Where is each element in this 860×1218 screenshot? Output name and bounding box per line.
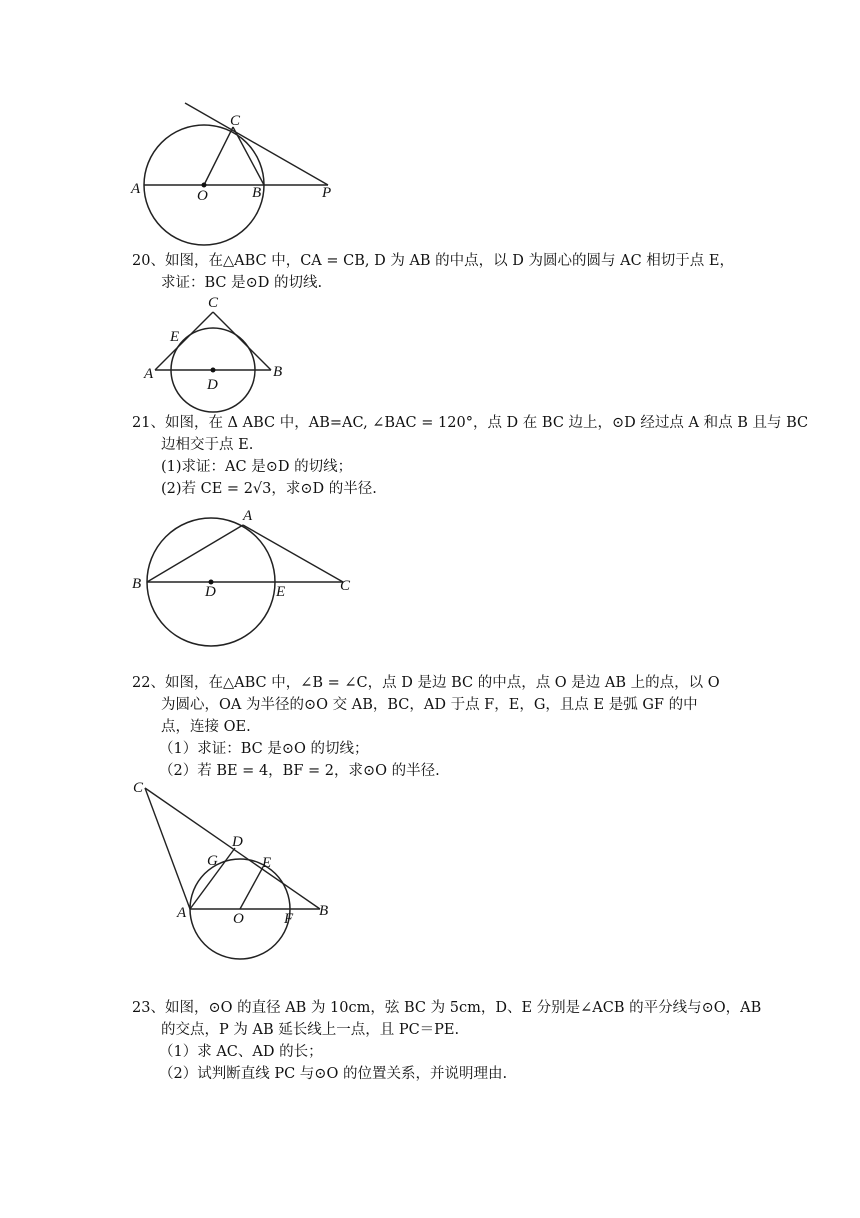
segment-ba [147,525,243,582]
label-a: A [131,181,141,197]
segment-cb [233,127,264,185]
label-a: A [177,905,187,921]
problem-21 [132,412,809,500]
figure-22-svg [125,775,345,960]
label-b: B [132,576,142,592]
problem-23-line-1: 23、如图，⊙O 的直径 AB 为 10cm，弦 BC 为 5cm，D、E 分别是∠ACB 的平分线与⊙O，AB [132,1000,762,1016]
figure-22 [125,775,345,960]
figure-21 [125,500,365,650]
label-e: E [262,855,272,871]
label-c: C [133,780,144,796]
problem-22 [132,672,732,782]
label-o: O [197,188,208,204]
problem-20-line-2: 求证：BC 是⊙D 的切线. [161,275,323,291]
tangent-line [185,103,328,185]
problem-23-line-4: （2）试判断直线 PC 与⊙O 的位置关系，并说明理由. [159,1066,508,1082]
problem-23-line-3: （1）求 AC、AD 的长； [159,1044,323,1060]
label-c: C [230,113,241,129]
label-a: A [144,366,154,382]
problem-22-line-1: 22、如图，在△ABC 中，∠B = ∠C，点 D 是边 BC 的中点，点 O 是边 AB 上的点，以 O [132,675,720,691]
side-ca [145,788,190,909]
figure-19-svg [120,95,350,255]
label-b: B [273,364,283,380]
problem-20 [132,250,735,294]
problem-21-line-2: 边相交于点 E. [161,437,254,453]
label-e: E [170,329,180,345]
segment-oc [204,127,233,185]
label-e: E [276,584,286,600]
label-a: A [243,508,253,524]
problem-22-line-3: 点，连接 OE. [161,719,251,735]
problem-21-line-1: 21、如图，在 Δ ABC 中，AB=AC, ∠BAC = 120°，点 D 在 BC 边上，⊙D 经过点 A 和点 B 且与 BC [132,415,809,431]
label-f: F [284,911,294,927]
label-c: C [340,578,351,594]
label-g: G [207,853,218,869]
problem-22-line-2: 为圆心，OA 为半径的⊙O 交 AB，BC，AD 于点 F，E，G，且点 E 是弧 GF 的中 [161,697,698,713]
problem-22-line-5: （2）若 BE = 4，BF = 2，求⊙O 的半径. [159,763,440,779]
label-d: D [207,377,218,393]
label-d: D [232,834,243,850]
problem-23-line-2: 的交点，P 为 AB 延长线上一点，且 PC＝PE. [161,1022,460,1038]
figure-20-svg [140,290,300,405]
label-d: D [205,584,216,600]
problem-21-line-3: (1)求证：AC 是⊙D 的切线； [161,459,353,475]
label-b: B [252,185,262,201]
figure-21-svg [125,500,365,650]
side-bc [213,312,271,370]
figure-20 [140,290,300,405]
segment-ac [243,525,343,582]
figure-19 [120,95,350,255]
label-b: B [319,903,329,919]
label-o: O [233,911,244,927]
point-o [202,183,207,188]
problem-20-line-1: 20、如图，在△ABC 中，CA = CB, D 为 AB 的中点，以 D 为圆心的圆与 AC 相切于点 E， [132,253,735,269]
problem-21-line-4: (2)若 CE = 2√3，求⊙D 的半径. [161,481,377,497]
problem-23 [132,997,762,1085]
problem-22-line-4: （1）求证：BC 是⊙O 的切线； [159,741,369,757]
label-p: P [322,185,332,201]
segment-oe [240,867,263,909]
point-d [211,368,216,373]
side-ac [155,312,213,370]
label-c: C [208,295,219,311]
